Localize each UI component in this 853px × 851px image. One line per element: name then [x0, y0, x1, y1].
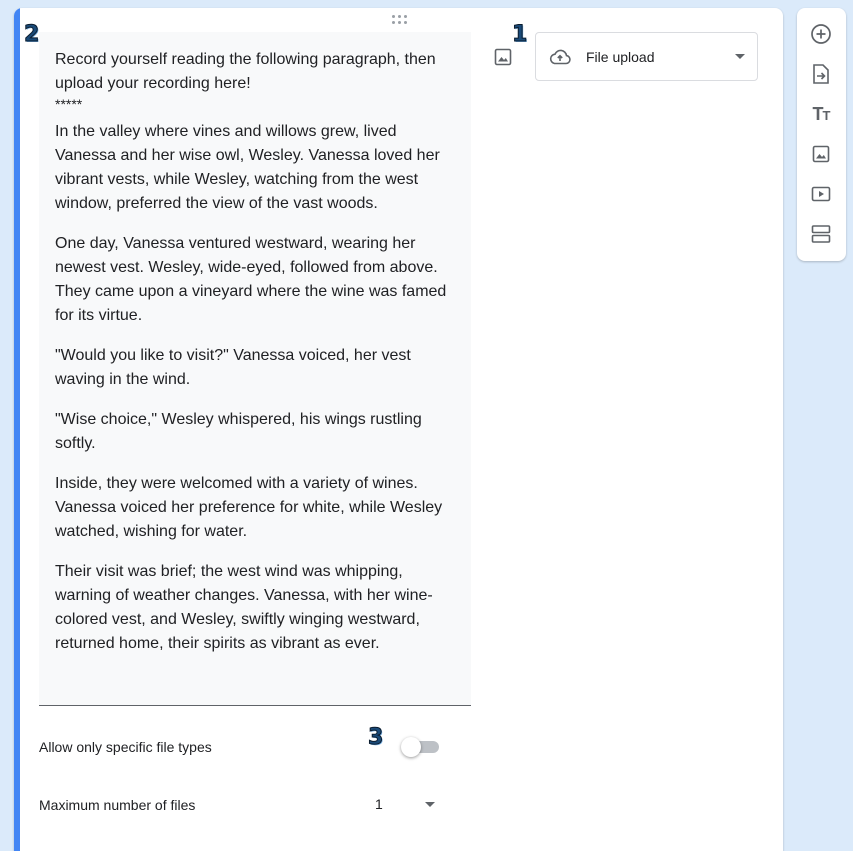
question-card: [14, 8, 783, 851]
add-title-icon: TT: [812, 103, 830, 124]
add-image-button[interactable]: [490, 44, 516, 70]
add-title-button[interactable]: [809, 102, 833, 126]
add-video-icon: [811, 186, 831, 202]
floating-toolbar: [797, 8, 846, 261]
question-title-field[interactable]: [39, 32, 471, 706]
question-paragraph: "Wise choice," Wesley whispered, his wings rustling softly.: [55, 411, 422, 452]
question-paragraph: Their visit was brief; the west wind was whipping, warning of weather changes. Vanessa, with her wine-colored vest, and Wesley, swiftly winging westward, returned home, their spirits as vibrant as ever.: [55, 563, 433, 652]
add-image-button[interactable]: [809, 142, 833, 166]
allow-file-types-toggle[interactable]: [401, 737, 441, 757]
image-icon: [494, 48, 512, 66]
max-files-value: 1: [375, 796, 383, 812]
question-separator: *****: [55, 96, 83, 112]
max-files-dropdown[interactable]: [375, 794, 435, 814]
question-type-label: File upload: [586, 48, 655, 65]
question-paragraph: Inside, they were welcomed with a variety of wines. Vanessa voiced her preference for white, while Wesley watched, wishing for water.: [55, 475, 443, 540]
question-paragraph: One day, Vanessa ventured westward, wearing her newest vest. Wesley, wide-eyed, followed from above. They came upon a vineyard where the wine was famed for its virtue.: [55, 235, 447, 324]
import-questions-icon: [811, 63, 831, 85]
question-paragraph: "Would you like to visit?" Vanessa voiced, her vest waving in the wind.: [55, 347, 411, 388]
chevron-down-icon: [735, 54, 745, 59]
cloud-upload-icon: [548, 48, 572, 66]
question-type-dropdown[interactable]: [535, 32, 758, 81]
drag-handle-icon[interactable]: [392, 14, 408, 26]
add-section-button[interactable]: [809, 222, 833, 246]
question-intro: Record yourself reading the following paragraph, then upload your recording here! *****: [55, 48, 455, 112]
chevron-down-icon: [425, 802, 435, 807]
marker-three: 3: [368, 725, 384, 750]
question-paragraph: In the valley where vines and willows grew, lived Vanessa and her wise owl, Wesley. Vanessa loved her vibrant vests, while Wesley, watching from the west window, preferred the view of the vast woods.: [55, 123, 440, 212]
max-files-label: Maximum number of files: [39, 797, 196, 813]
add-question-button[interactable]: [809, 22, 833, 46]
marker-two: 2: [24, 22, 40, 47]
marker-one: 1: [512, 22, 528, 47]
allow-file-types-label: Allow only specific file types: [39, 739, 212, 755]
active-card-indicator: [14, 8, 20, 851]
add-question-icon: [810, 23, 832, 45]
import-questions-button[interactable]: [809, 62, 833, 86]
add-video-button[interactable]: [809, 182, 833, 206]
add-section-icon: [811, 224, 831, 244]
add-image-icon: [812, 145, 830, 163]
